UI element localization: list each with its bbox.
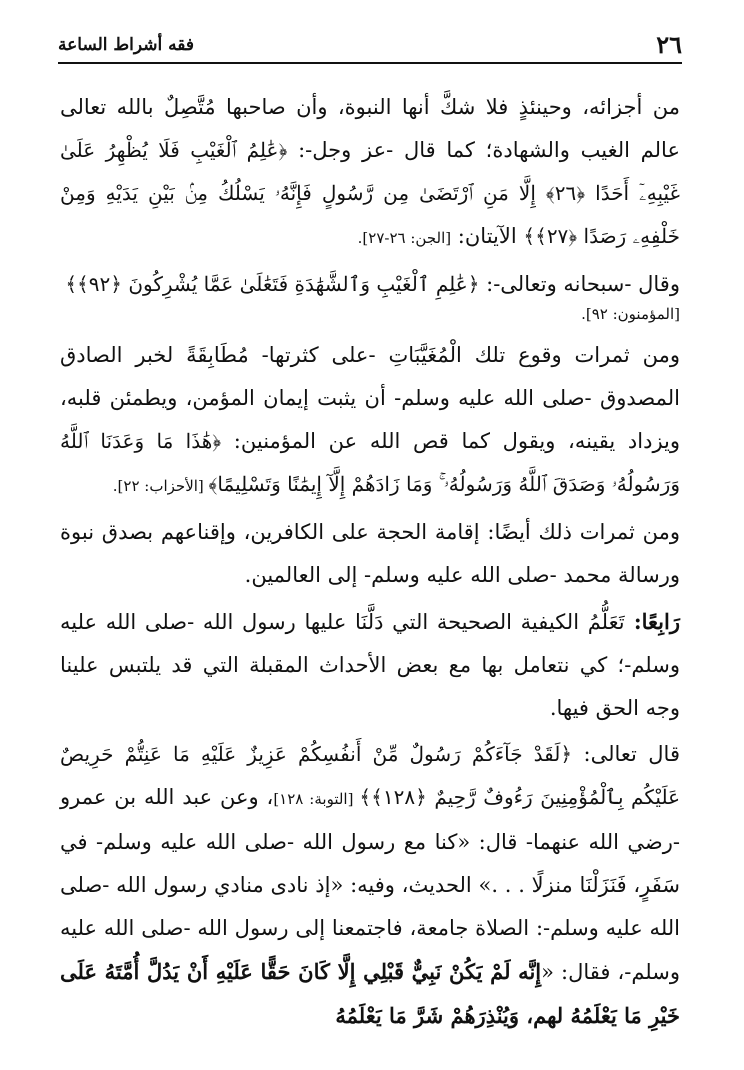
paragraph-3 bbox=[60, 334, 680, 508]
paragraph-text: وقال -سبحانه وتعالى-: bbox=[479, 272, 680, 296]
page-header bbox=[58, 28, 682, 64]
paragraph-text: الآيتان: bbox=[451, 224, 524, 248]
paragraph-text: قال تعالى: bbox=[572, 742, 680, 766]
verse-reference: [التوبة: ١٢٨] bbox=[273, 790, 360, 808]
paragraph-5 bbox=[60, 600, 680, 730]
quran-verse: ﴿عَٰلِمُ ٱلْغَيْبِ فَلَا يُظْهِرُ عَلَىٰ غَيْبِهِۦٓ أَحَدًا ﴿٢٦﴾ إِلَّا مَنِ ٱرْتَضَىٰ مِن رَّسُولٍ فَإِنَّهُۥ يَسْلُكُ مِنۢ بَيْنِ يَدَيْهِ وَمِنْ خَلْفِهِۦ رَصَدًا ﴿٢٧﴾﴾ bbox=[60, 138, 680, 248]
quran-verse: ﴿هَٰذَا مَا وَعَدَنَا ٱللَّهُ وَرَسُولُهُۥ وَصَدَقَ ٱللَّهُ وَرَسُولُهُۥ ۚ وَمَا زَادَهُمْ إِلَّآ إِيمَٰنًا وَتَسْلِيمًا﴾ bbox=[60, 429, 680, 496]
quran-verse: ﴿عَٰلِمِ ٱلْغَيْبِ وَٱلشَّهَٰدَةِ فَتَعَٰلَىٰ عَمَّا يُشْرِكُونَ ﴿٩٢﴾﴾ bbox=[65, 272, 480, 296]
verse-reference: [الجن: ٢٦-٢٧]. bbox=[357, 229, 452, 247]
running-title: فقه أشراط الساعة bbox=[58, 35, 194, 55]
paragraph-text: تَعَلُّمُ الكيفية الصحيحة التي دَلَّنَا عليها رسول الله -صلى الله عليه وسلم-؛ كي نتعامل بها مع بعض الأحداث المقبلة التي قد يلتبس علينا وجه الحق فيها. bbox=[60, 610, 680, 720]
paragraph-text: ، وعن عبد الله بن عمرو -رضي الله عنهما- قال: «كنا مع رسول الله -صلى الله عليه وسلم- في سَفَرٍ، فَنَزَلْنَا منزلًا . . .» الحديث، وفيه: «إذ نادى منادي رسول الله -صلى الله عليه وسلم-: الصلاة جامعة، فاجتمعنا إلى رسول الله -صلى الله عليه وسلم-، فقال: « bbox=[60, 785, 680, 984]
page-number: ٢٦ bbox=[656, 30, 682, 59]
paragraph-1 bbox=[60, 86, 680, 260]
section-lead: رَابِعًا: bbox=[624, 609, 680, 634]
paragraph-text: من أجزائه، وحينئذٍ فلا شكَّ أنها النبوة، وأن صاحبها مُتَّصِلٌ بالله تعالى عالم الغيب والشهادة؛ كما قال -عز وجل-: bbox=[60, 95, 680, 162]
hadith-text: إِنَّه لَمْ يَكُنْ نَبِيٌّ قَبْلِي إِلَّا كَانَ حَقًّا عَلَيْهِ أَنْ يَدُلَّ أُمَّتَهُ عَلَى خَيْرِ مَا يَعْلَمُهُ لهم، وَيُنْذِرَهُمْ شَرَّ مَا يَعْلَمُهُ bbox=[60, 959, 680, 1028]
paragraph-4 bbox=[60, 511, 680, 597]
paragraph-text: ومن ثمرات وقوع تلك الْمُغَيَّبَاتِ -على كثرتها- مُطَابِقَةً لخبر الصادق المصدوق -صلى الله عليه وسلم- أن يثبت إيمان المؤمن، ويطمئن قلبه، ويزداد يقينه، ويقول كما قص الله عن المؤمنين: bbox=[60, 343, 681, 453]
verse-reference: [المؤمنون: ٩٢]. bbox=[581, 305, 680, 323]
paragraph-text: ومن ثمرات ذلك أيضًا: إقامة الحجة على الكافرين، وإقناعهم بصدق نبوة ورسالة محمد -صلى الله عليه وسلم- إلى العالمين. bbox=[60, 520, 680, 587]
page-body bbox=[60, 86, 680, 1038]
paragraph-6 bbox=[60, 733, 680, 1038]
quran-verse: ﴿لَقَدْ جَآءَكُمْ رَسُولٌ مِّنْ أَنفُسِكُمْ عَزِيزٌ عَلَيْهِ مَا عَنِتُّمْ حَرِيصٌ عَلَيْكُم بِٱلْمُؤْمِنِينَ رَءُوفٌ رَّحِيمٌ ﴿١٢٨﴾﴾ bbox=[60, 742, 681, 809]
verse-reference: [الأحزاب: ٢٢]. bbox=[112, 477, 209, 495]
